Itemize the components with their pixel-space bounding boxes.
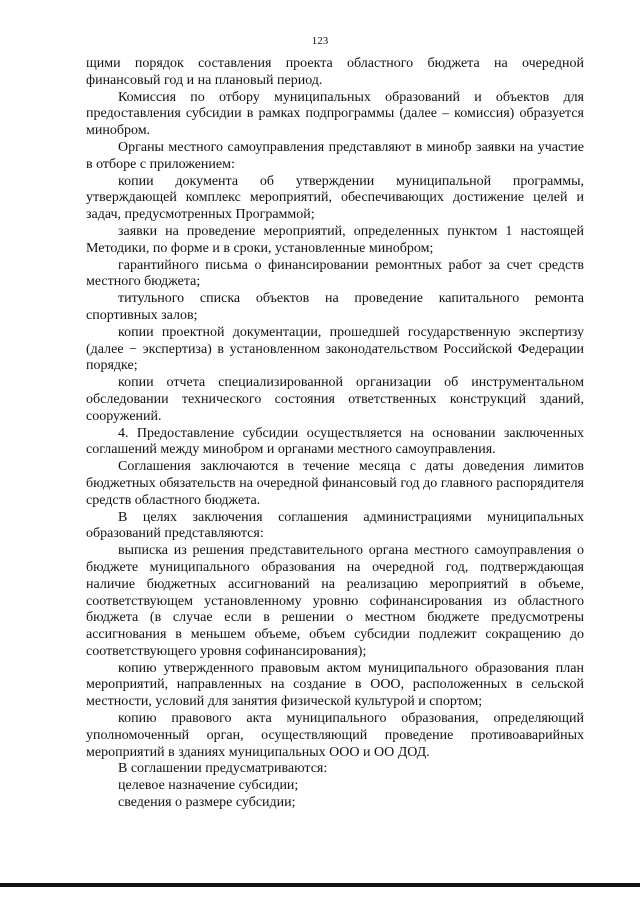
paragraph-section-4: 4. Предоставление субсидии осуществляется на основании заключенных соглашений между минобром и органами местного самоуправления. [86,425,584,458]
list-item-action-plan: копию утвержденного правовым актом муниципального образования план мероприятий, направленных на создание в ООО, расположенных в сельской местности, условий для занятия физической культурой и спортом; [86,660,584,710]
list-item-amount: сведения о размере субсидии; [118,795,296,811]
paragraph-commission: Комиссия по отбору муниципальных образований и объектов для предоставления субсидии в рамках подпрограммы (далее – комиссия) образуется минобром. [86,89,584,139]
list-item-application: заявки на проведение мероприятий, определенных пунктом 1 настоящей Методики, по форме и в сроки, установленные минобром; [86,223,584,256]
paragraph-agreements-timing: Соглашения заключаются в течение месяца с даты доведения лимитов бюджетных обязательств на очередной финансовый год до главного распорядителя средств областного бюджета. [86,459,584,508]
page-number: 123 [311,35,329,47]
list-item-budget-extract: выписка из решения представительного органа местного самоуправления о бюджете муниципального образования на очередной год, подтверждающая наличие бюджетных ассигнований на реализацию мероприятий в объеме, соответствующем установленному уровню софинансирования из областного бюджета (в случае если в решении о местном бюджете предусмотрены ассигнования в меньшем объеме, объем субсидии подлежит сокращению до соответствующего уровня софинансирования); [86,543,584,659]
bottom-rule [0,883,640,887]
list-item-legal-act: копию правового акта муниципального образования, определяющий уполномоченный орган, осуществляющий проведение противоаварийных мероприятий в зданиях муниципальных ООО и ОО ДОД. [86,711,584,760]
list-item-inspection-report: копии отчета специализированной организации об инструментальном обследовании технического состояния ответственных конструкций зданий, сооружений. [86,375,584,424]
list-item-program-copy: копии документа об утверждении муниципальной программы, утверждающей комплекс мероприятий, обеспечивающих достижение целей и задач, предусмотренных Программой; [86,173,584,223]
list-item-title-list: титульного списка объектов на проведение капитального ремонта спортивных залов; [86,291,584,323]
paragraph-agreement-provisions: В соглашении предусматриваются: [118,761,328,777]
paragraph-applications-intro: Органы местного самоуправления представляют в минобр заявки на участие в отборе с приложением: [86,139,584,172]
list-item-project-docs: копии проектной документации, прошедшей государственную экспертизу (далее − экспертиза) в установленном законодательством Российской Федерации порядке; [86,324,584,374]
list-item-guarantee-letter: гарантийного письма о финансировании ремонтных работ за счет средств местного бюджета; [86,257,584,290]
list-item-purpose: целевое назначение субсидии; [118,778,299,794]
document-body [86,56,584,812]
paragraph-agreement-docs-intro: В целях заключения соглашения администрациями муниципальных образований представляются: [86,509,584,542]
paragraph-continuation: щими порядок составления проекта областного бюджета на очередной финансовый год и на плановый период. [86,56,584,88]
